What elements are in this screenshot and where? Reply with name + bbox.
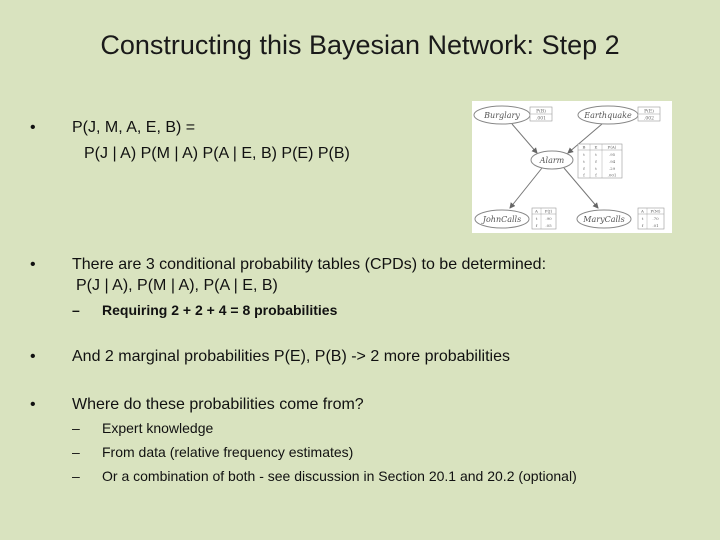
node-earthquake: [578, 106, 638, 124]
svg-text:t: t: [535, 216, 538, 221]
svg-text:t: t: [641, 216, 644, 221]
list-item-text: Or a combination of both - see discussion in Section 20.1 and 20.2 (optional): [102, 468, 577, 484]
svg-text:.70: .70: [652, 216, 659, 221]
bullet-factorization: P(J | A) P(M | A) P(A | E, B) P(E) P(B): [84, 145, 350, 162]
bullet-cpds: [30, 255, 546, 274]
bullet-marker: •: [30, 119, 36, 136]
svg-text:t: t: [583, 159, 585, 164]
svg-text:.95: .95: [608, 152, 616, 157]
svg-text:f: f: [595, 172, 597, 178]
svg-text:Earthquake: Earthquake: [584, 111, 632, 120]
bullet-joint-probability: [30, 118, 195, 137]
svg-text:f: f: [535, 223, 538, 228]
svg-text:.29: .29: [608, 166, 616, 171]
bullet-text: And 2 marginal probabilities P(E), P(B) -> 2 more probabilities: [72, 348, 510, 365]
node-alarm: [531, 151, 573, 169]
table-pe: [638, 107, 660, 122]
edge-alarm-john: [510, 168, 542, 208]
svg-text:.05: .05: [545, 223, 552, 228]
svg-text:MaryCalls: MaryCalls: [583, 215, 625, 224]
svg-text:f: f: [583, 172, 585, 178]
svg-text:t: t: [583, 152, 585, 157]
svg-text:P(B): P(B): [536, 109, 546, 115]
list-item-text: From data (relative frequency estimates): [102, 444, 354, 460]
bullet-text: P(J, M, A, E, B) =: [72, 119, 196, 136]
bullet-marginals: [30, 347, 510, 366]
bullet-marker: •: [30, 348, 36, 365]
dash-marker: –: [72, 302, 80, 318]
edge-burglary-alarm: [512, 124, 537, 153]
slide-title: Constructing this Bayesian Network: Step 2: [100, 30, 620, 60]
svg-text:.94: .94: [608, 159, 616, 164]
table-pb: [530, 107, 552, 122]
svg-text:.90: .90: [545, 216, 552, 221]
svg-text:f: f: [583, 166, 585, 171]
list-item: [72, 440, 577, 464]
sub-bullet-text: Requiring 2 + 2 + 4 = 8 probabilities: [102, 302, 338, 318]
list-item-text: Expert knowledge: [102, 420, 214, 436]
svg-text:A: A: [641, 208, 644, 214]
bullet-marker: •: [30, 256, 36, 273]
svg-text:P(J): P(J): [544, 208, 553, 214]
svg-text:E: E: [594, 144, 598, 150]
svg-text:.001: .001: [535, 116, 547, 122]
svg-text:f: f: [595, 159, 597, 164]
bullet-marker: •: [30, 396, 36, 413]
svg-text:.001: .001: [607, 172, 617, 178]
svg-text:Alarm: Alarm: [539, 156, 565, 165]
sub-bullet-list: [72, 416, 577, 488]
bullet-text: Where do these probabilities come from?: [72, 396, 364, 413]
svg-text:.01: .01: [652, 223, 659, 228]
bullet-where-from: [30, 395, 364, 414]
dash-marker: –: [72, 444, 80, 460]
svg-text:t: t: [595, 152, 597, 157]
svg-text:Burglary: Burglary: [484, 111, 520, 120]
node-johncalls: [475, 210, 529, 228]
bayesian-network-diagram: [472, 101, 672, 233]
sub-bullet-requiring: [72, 301, 337, 320]
svg-text:B: B: [582, 144, 586, 150]
svg-text:A: A: [535, 208, 538, 214]
node-marycalls: [577, 210, 631, 228]
svg-text:.002: .002: [643, 116, 655, 122]
svg-text:JohnCalls: JohnCalls: [482, 215, 522, 224]
table-alarm-cpt: [578, 144, 622, 178]
dash-marker: –: [72, 468, 80, 484]
list-item: [72, 464, 577, 488]
svg-text:P(A): P(A): [607, 144, 617, 150]
svg-text:f: f: [641, 223, 644, 228]
node-burglary: [474, 106, 530, 124]
bullet-cpd-list: P(J | A), P(M | A), P(A | E, B): [76, 277, 278, 294]
table-john-cpt: [532, 208, 556, 229]
table-mary-cpt: [638, 208, 664, 229]
dash-marker: –: [72, 420, 80, 436]
list-item: [72, 416, 577, 440]
svg-text:t: t: [595, 166, 597, 171]
svg-text:P(M): P(M): [650, 208, 661, 214]
svg-text:P(E): P(E): [644, 109, 654, 115]
bullet-text: There are 3 conditional probability tables (CPDs) to be determined:: [72, 256, 547, 273]
